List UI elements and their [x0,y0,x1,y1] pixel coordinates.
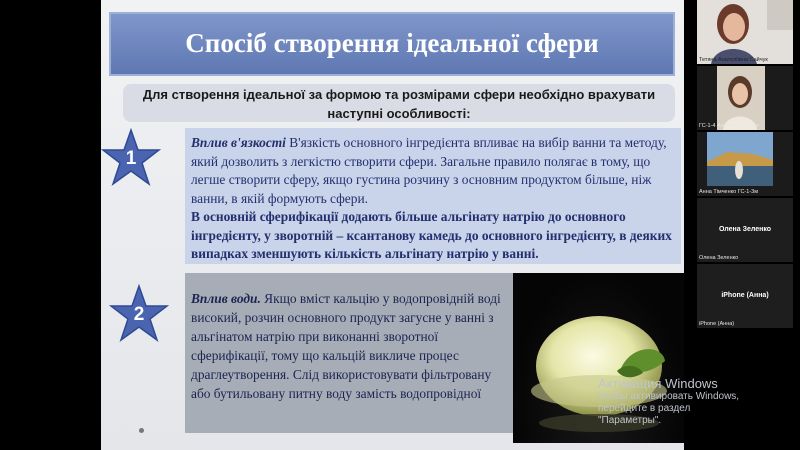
participant-5-label: iPhone (Анна) [699,321,735,327]
slide-title: Спосіб створення ідеальної сфери [185,28,599,58]
watermark-line-2: Чтобы активировать Windows, перейдите в раздел [598,391,740,414]
participant-1-label: Тетяна Анатоліївна Сайчук [699,57,768,63]
star-2-icon [109,284,169,344]
intro-line-2: наступні особливості: [327,106,471,121]
point-1-bold-body: В основній сферифікації додають більше альгінату натрію до основного інгредієнту, у зворотній – ксантанову камедь до основного інгредієнту, в деяких випадках зменшують кількість альгінату натрію у ванні. [191,209,672,261]
participant-5-name: iPhone (Анна) [721,292,769,299]
star-1-icon [101,128,161,188]
intro-line-1: Для створення ідеальної за формою та розмірами сфери необхідно врахувати [142,87,656,102]
participant-tile-2[interactable] [697,66,793,130]
point-2-box [185,273,513,433]
watermark-line-1: Активация Windows [598,376,718,391]
point-2-text [185,273,513,403]
presentation-slide [101,0,684,450]
participant-tile-3[interactable] [697,132,793,196]
slide-bullet [139,428,144,433]
participant-tile-4[interactable] [697,198,793,262]
watermark-line-3: "Параметры". [598,415,662,426]
slide-title-bar [109,12,675,76]
participant-tile-1[interactable] [697,0,793,64]
point-1-text [185,128,681,264]
participant-4-label: Олена Зеленко [699,255,739,261]
point-1-box [185,128,681,264]
point-1-heading: Вплив в'язкості [191,135,286,150]
windows-activation-watermark [598,376,788,427]
intro-box [123,84,675,122]
star-1-number: 1 [125,148,137,169]
star-2-number: 2 [133,304,145,325]
point-1-body: В'язкість основного інгредієнта впливає на вибір ванни та методу, який дозволить з легкістю створити сфери. Загальне правило полягає в тому, що легше створити сферу, якщо густина розчину з основним продуктом більше, ніж ванни, в якій формують сфери. [191,135,667,206]
point-2-body: Якщо вміст кальцію у водопровідній воді високий, розчин основного продукт загусне у ванні з альгінатом натрію при виконанні зворотної сферифікації, тому що кальцій викличе процес драглеутворення. Слід використовувати фільтровану або бутильовану питну воду замість водопровідної [191,291,501,401]
participant-tile-5[interactable] [697,264,793,328]
participant-4-name: Олена Зеленко [718,226,772,233]
participant-2-label: ГС-1-4 Альона Пігнатко [699,123,759,129]
point-2-heading: Вплив води. [191,291,261,306]
participant-3-label: Анна Тімченко ГС-1-3м [699,189,758,195]
